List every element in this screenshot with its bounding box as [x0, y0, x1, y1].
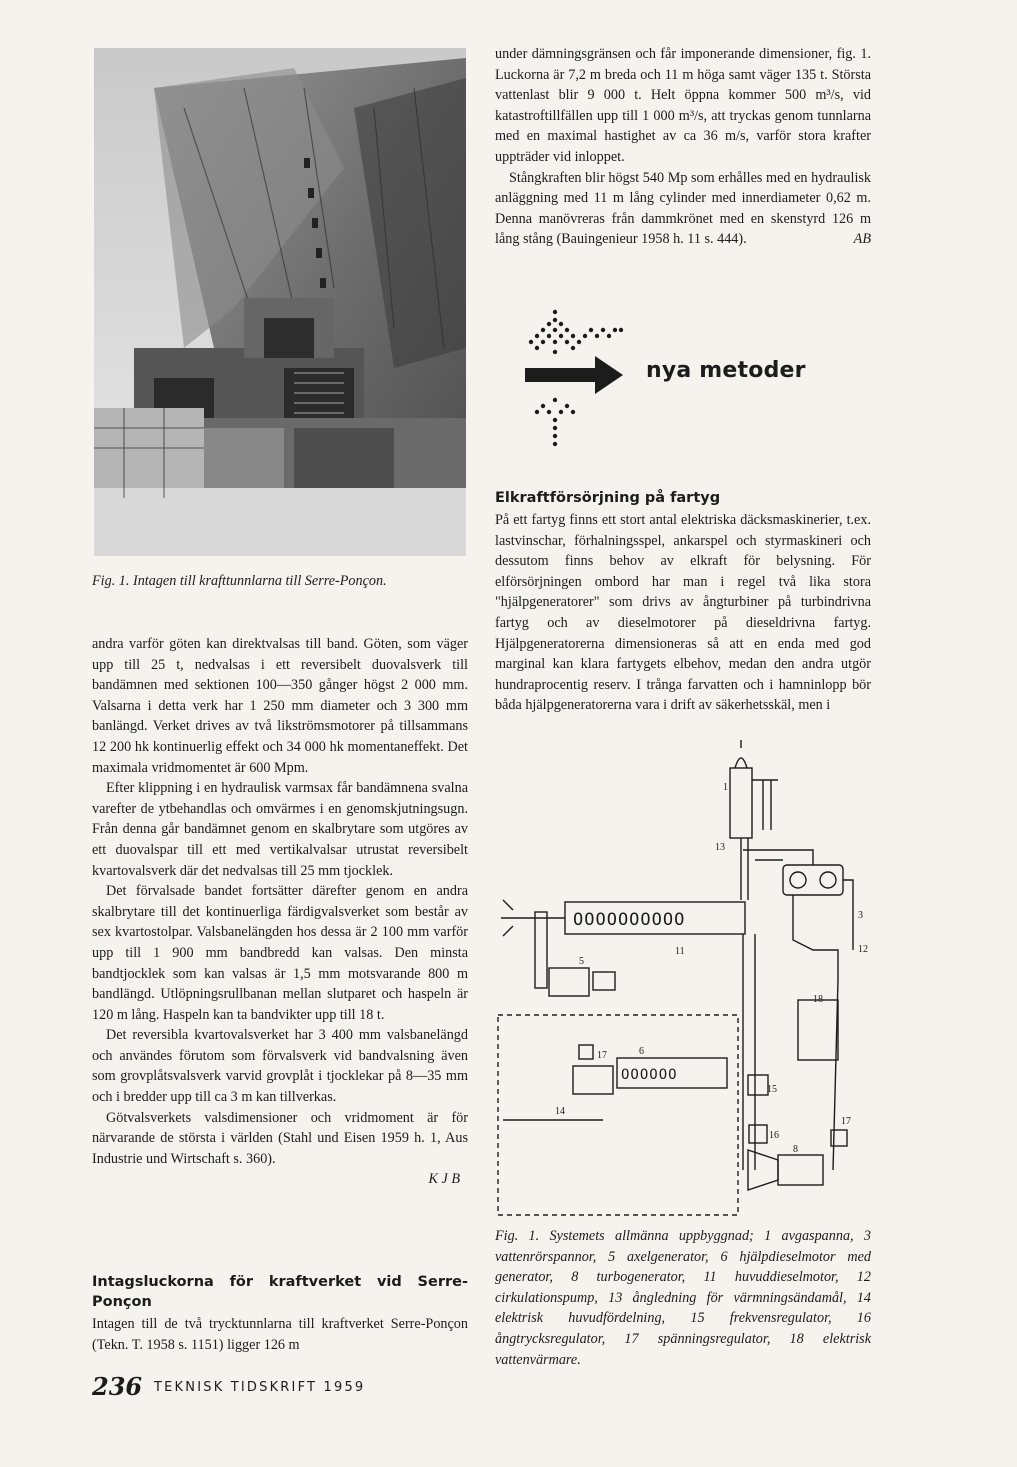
turbo-generator	[778, 1155, 823, 1185]
label-14: 14	[555, 1106, 565, 1117]
shaft-generator	[549, 968, 589, 996]
label-6: 6	[639, 1046, 644, 1057]
label-5: 5	[579, 956, 584, 967]
left-paragraph-5: Götvalsverkets valsdimensioner och vridmoment är för närvarande de största i världen (Stahl und Eisen 1959 h. 1, Aus Industrie und Wirtschaft s. 360).	[92, 1109, 468, 1167]
water-tube-boilers	[783, 865, 843, 895]
frequency-regulator	[748, 1075, 768, 1095]
electric-water-heater	[798, 1000, 838, 1060]
steam-pressure-regulator	[749, 1125, 767, 1143]
label-13: 13	[715, 842, 725, 853]
right-signature: AB	[853, 231, 871, 248]
label-17b: 17	[841, 1116, 851, 1127]
label-16: 16	[769, 1130, 779, 1141]
right-paragraph-2	[495, 168, 871, 250]
ship-power-diagram	[493, 740, 873, 1220]
page-footer	[92, 1372, 592, 1402]
label-8: 8	[793, 1144, 798, 1155]
ship-power-paragraph: På ett fartyg finns ett stort antal elektriska däcksmaskinerier, t.ex. lastvinschar, förhalningsspel, ankarspel och styrmaskineri och dessutom finns behov av elkraft för belysning. För elförsörjningen ombord har man i regel två lika stora "hjälpgeneratorer" som drivs av ångturbiner på turbindrivna fartyg och av dieselmotorer på dieseldrivna fartyg. Hjälpgeneratorerna dimensioneras så att en enda med god marginal kan klara fartygets elbehov, medan den andra utgör hundraprocentig reserv. I trånga farvatten och i hamninlopp bör båda hjälpgeneratorerna vara i drift av säkerhetsskäl, men i	[495, 512, 871, 714]
left-signature: K J B	[428, 1171, 460, 1188]
page-number: 236	[92, 1372, 143, 1401]
aux-engine-cylinders: OOOOOO	[621, 1067, 678, 1083]
diagram-caption: Fig. 1. Systemets allmänna uppbyggnad; 1 avgaspanna, 3 vattenrörspannor, 5 axelgenerator, 6 hjälpdieselmotor med generator, 8 turbogenerator, 11 huvuddieselmotor, 12 cirkulationspump, 13 ångledning för värmningsändamål, 14 elektrisk huvudfördelning, 15 frekvensregulator, 16 ångtrycksregulator, 17 spänningsregulator, 18 elektrisk vattenvärmare.	[495, 1228, 871, 1368]
left-paragraph-1: andra varför göten kan direktvalsas till band. Göten, som väger upp till 25 t, nedvalsas i ett reversibelt duovalsverk till bandämnen med sektionen 100—350 gånger högst 2 000 mm. Valsarna i detta verk har 1 250 mm diameter och 3 300 mm banlängd. Verket drives av två likströmsmotorer på tillsammans 12 200 hk kontinuerlig effekt och 34 000 hk momentaneffekt. Det maximala vridmomentet är 600 Mpm.	[92, 636, 468, 776]
steam-turbine	[748, 1150, 778, 1190]
photo-caption: Fig. 1. Intagen till krafttunnlarna till Serre-Ponçon.	[92, 573, 387, 589]
right-article-continuation	[495, 44, 871, 250]
serre-poncon-heading: Intagsluckorna för kraftverket vid Serre-Ponçon	[92, 1274, 468, 1310]
label-17a: 17	[597, 1050, 607, 1061]
label-1: 1	[723, 782, 728, 793]
exhaust-boiler	[730, 768, 752, 838]
logo-text: nya metoder	[646, 358, 806, 383]
aux-generator	[573, 1066, 613, 1094]
label-3: 3	[858, 910, 863, 921]
left-article-body	[92, 634, 468, 1190]
ship-power-section	[495, 488, 871, 716]
intake-photo-drawing	[94, 48, 466, 556]
label-15: 15	[767, 1084, 777, 1095]
right-paragraph-2-text: Stångkraften blir högst 540 Mp som erhålles med en hydraulisk anläggning med 11 m lång cylinder med innerdiameter 0,62 m. Denna manövreras från dammkrönet med en skenstyrd 126 m lång stång (Bauingenieur 1958 h. 11 s. 444).	[495, 169, 871, 248]
right-paragraph-1: under dämningsgränsen och får imponerande dimensioner, fig. 1. Luckorna är 7,2 m breda och 11 m höga samt väger 135 t. Största vattenlast blir 9 000 t. Helt öppna kommer 500 m³/s, vid katastroftillfällen upp till 1 000 m³/s, att tryckas genom tunnlarna med en maximal hastighet av ca 36 m/s, varför stora krafter uppträder vid inloppet.	[495, 46, 871, 165]
intake-photo	[94, 48, 466, 556]
serre-poncon-section	[92, 1272, 468, 1355]
label-18: 18	[813, 994, 823, 1005]
serre-poncon-paragraph: Intagen till de två trycktunnlarna till kraftverket Serre-Ponçon (Tekn. T. 1958 s. 1151) ligger 126 m	[92, 1316, 468, 1353]
journal-name: TEKNISK TIDSKRIFT 1959	[154, 1380, 366, 1395]
main-engine-cylinders: OOOOOOOOOO	[573, 910, 686, 930]
label-11: 11	[675, 946, 685, 957]
left-paragraph-2: Efter klippning i en hydraulisk varmsax får bandämnena svalna varefter de ytbehandlas och omvärmes i en genomskjutningsugn. Från denna går bandämnet genom en skalbrytare som utgöres av ett duovalspar till ett med vertikalvalsar utrustat reversibelt kvartovalsverk där det nedvalsas till 25 mm tjocklek.	[92, 780, 468, 879]
label-12: 12	[858, 944, 868, 955]
ship-power-heading: Elkraftförsörjning på fartyg	[495, 490, 721, 506]
voltage-regulator-top	[579, 1045, 593, 1059]
left-paragraph-4: Det reversibla kvartovalsverket har 3 400 mm valsbanelängd och användes förutom som förvalsverk vid bandvalsning även som grovplåtsvalsverk varvid grovplåt i tjocklekar på 8—35 mm och i bredder upp till ca 3 m kan tillverkas.	[92, 1027, 468, 1106]
left-paragraph-3: Det förvalsade bandet fortsätter därefter genom en andra skalbrytare till det kontinuerliga färdigvalsverket som består av sex kvartostolpar. Valsbanelängden hos dessa är 2 100 mm varför upp till 1 900 mm bandbredd kan valsas. Den minsta bandtjocklek som kan valsas är 1,5 mm motsvarande 800 m bandlängd. Utlöpningsrullbanan mellan slutparet och haspeln är 120 m lång. Haspeln kan ta bandvikter upp till 18 t.	[92, 883, 468, 1023]
